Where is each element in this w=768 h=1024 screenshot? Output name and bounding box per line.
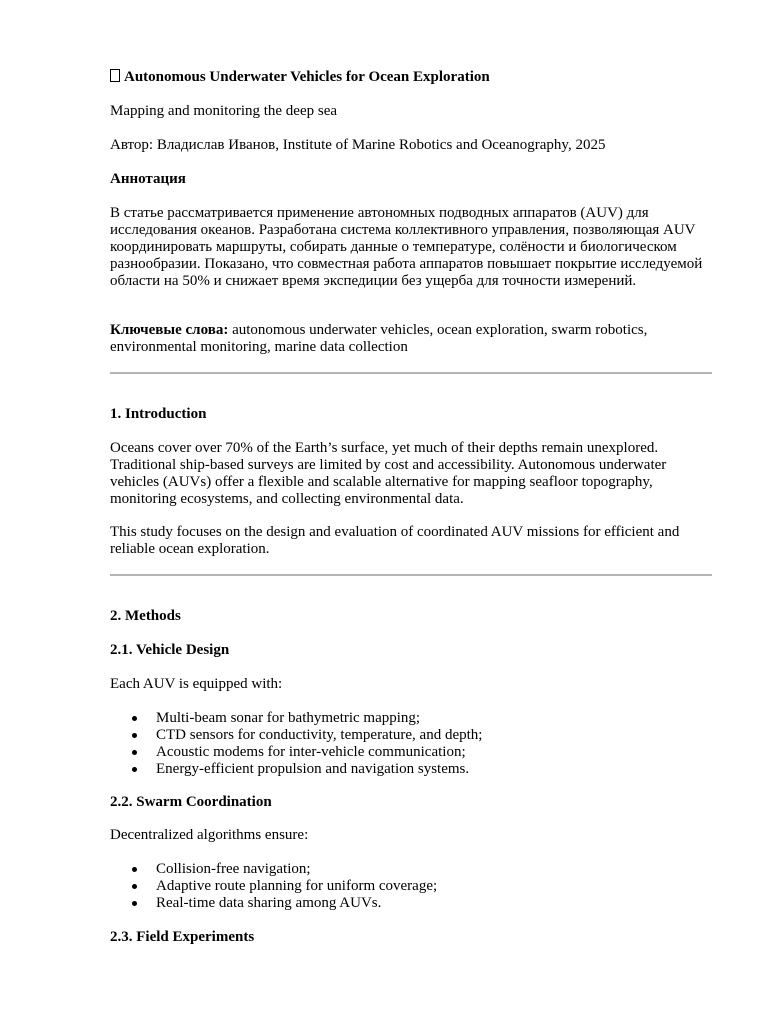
introduction-paragraph-2: This study focuses on the design and evaluation of coordinated AUV missions for efficient and reliable ocean exploration. bbox=[110, 524, 680, 557]
paper-subtitle: Mapping and monitoring the deep sea bbox=[110, 103, 338, 119]
abstract-text: В статье рассматривается применение автономных подводных аппаратов (AUV) для исследования океанов. Разработана система коллективного управления, позволяющая AUV координировать маршруты, собирать данные о температуре, солёности и биологическом разнообразии. Показано, что совместная работа аппаратов повышает покрытие исследуемой области на 50% и снижает время экспедиции без ущерба для точности измерений. bbox=[110, 205, 703, 289]
list-item-text: Collision-free navigation; bbox=[156, 861, 311, 877]
bullet-icon bbox=[132, 750, 137, 755]
list-item bbox=[110, 761, 712, 778]
list-item bbox=[110, 895, 712, 912]
methods-heading: 2. Methods bbox=[110, 608, 181, 624]
list-item bbox=[110, 744, 712, 761]
document-icon bbox=[110, 69, 120, 82]
section-divider bbox=[110, 574, 712, 576]
bullet-icon bbox=[132, 733, 137, 738]
list-item-text: Acoustic modems for inter-vehicle communication; bbox=[156, 744, 466, 760]
introduction-paragraph-1: Oceans cover over 70% of the Earth’s surface, yet much of their depths remain unexplored. Traditional ship-based surveys are limited by cost and accessibility. Autonomous underwater vehicles (AUVs) offer a flexible and scalable alternative for mapping seafloor topography, monitoring ecosystems, and collecting environmental data. bbox=[110, 440, 667, 507]
author-line: Автор: Владислав Иванов, Institute of Marine Robotics and Oceanography, 2025 bbox=[110, 137, 606, 153]
keywords-text: autonomous underwater vehicles, ocean exploration, swarm robotics, environmental monitoring, marine data collection bbox=[110, 322, 648, 355]
list-item-text: CTD sensors for conductivity, temperature, and depth; bbox=[156, 727, 483, 743]
field-experiments-heading: 2.3. Field Experiments bbox=[110, 929, 255, 945]
list-item-text: Energy-efficient propulsion and navigation systems. bbox=[156, 761, 470, 777]
keywords-paragraph bbox=[110, 322, 712, 356]
bullet-icon bbox=[132, 901, 137, 906]
swarm-coordination-heading: 2.2. Swarm Coordination bbox=[110, 794, 272, 810]
paper-title-text: Autonomous Underwater Vehicles for Ocean Exploration bbox=[124, 69, 490, 85]
bullet-icon bbox=[132, 884, 137, 889]
list-item-text: Adaptive route planning for uniform coverage; bbox=[156, 878, 438, 894]
list-item bbox=[110, 727, 712, 744]
list-item bbox=[110, 861, 712, 878]
introduction-heading: 1. Introduction bbox=[110, 406, 207, 422]
paper-title bbox=[110, 69, 490, 86]
abstract-heading: Аннотация bbox=[110, 171, 186, 187]
swarm-coordination-intro: Decentralized algorithms ensure: bbox=[110, 827, 309, 843]
vehicle-design-list bbox=[110, 710, 712, 778]
list-item-text: Multi-beam sonar for bathymetric mapping; bbox=[156, 710, 421, 726]
list-item bbox=[110, 710, 712, 727]
keywords-label: Ключевые слова: bbox=[110, 322, 229, 338]
bullet-icon bbox=[132, 767, 137, 772]
section-divider bbox=[110, 372, 712, 374]
bullet-icon bbox=[132, 716, 137, 721]
list-item-text: Real-time data sharing among AUVs. bbox=[156, 895, 382, 911]
bullet-icon bbox=[132, 867, 137, 872]
list-item bbox=[110, 878, 712, 895]
vehicle-design-intro: Each AUV is equipped with: bbox=[110, 676, 283, 692]
swarm-coordination-list bbox=[110, 861, 712, 912]
vehicle-design-heading: 2.1. Vehicle Design bbox=[110, 642, 230, 658]
